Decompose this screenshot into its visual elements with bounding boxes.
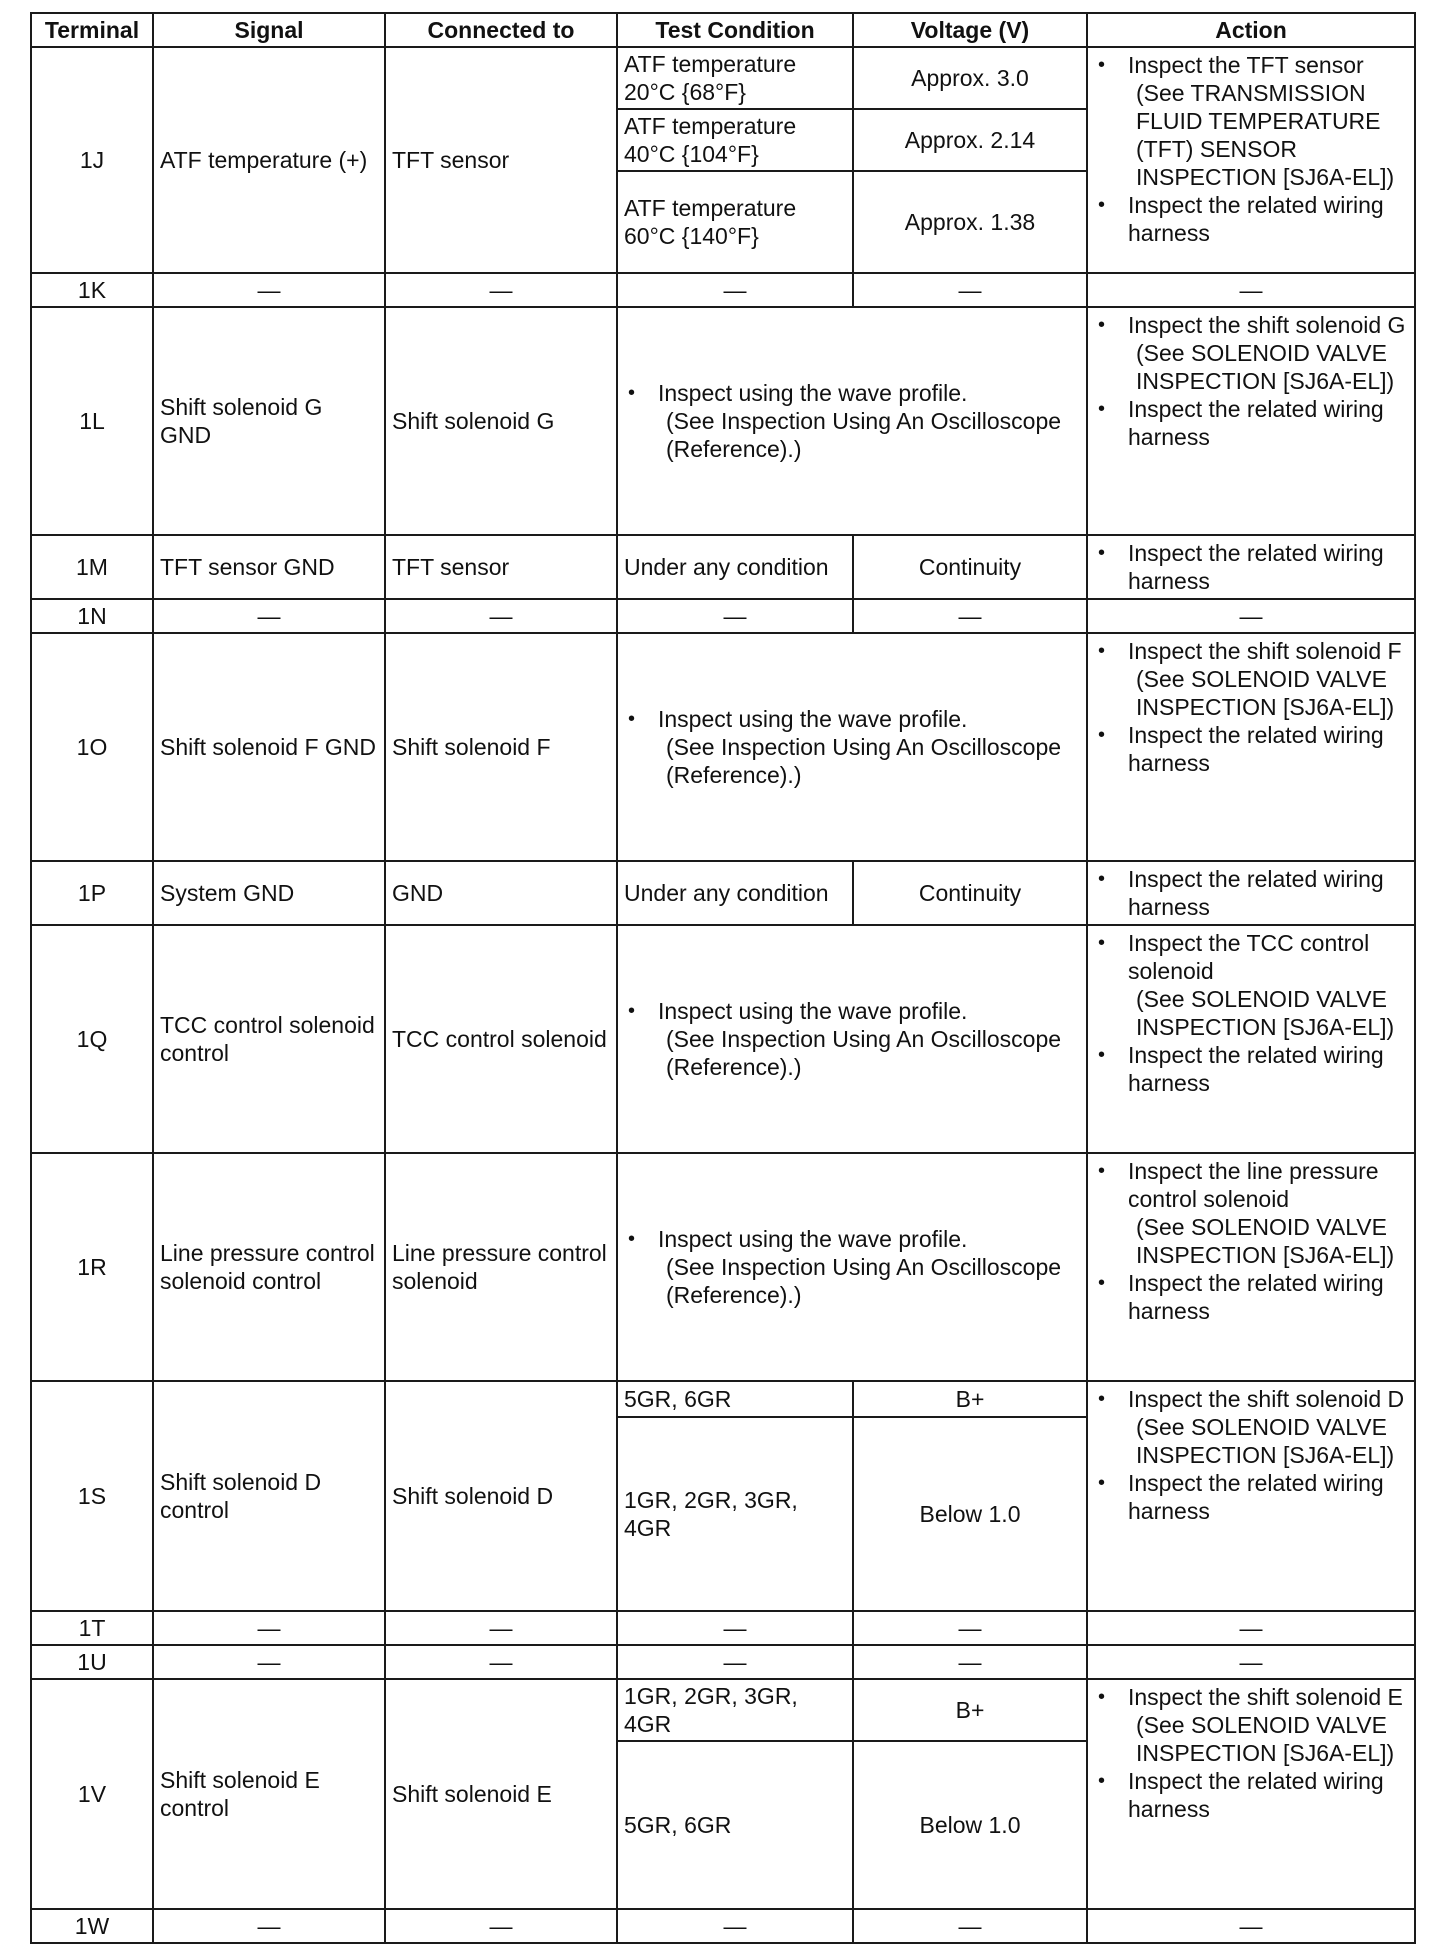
dash-cell: —	[853, 1645, 1087, 1679]
table-row	[31, 925, 1415, 1153]
bullet-icon: •	[1098, 1686, 1106, 1708]
action-text: Inspect the shift solenoid D	[1128, 1386, 1405, 1412]
bullet-icon: •	[1098, 314, 1106, 336]
connected-cell: Shift solenoid E	[385, 1679, 617, 1909]
dash-cell: —	[617, 599, 853, 633]
dash-cell: —	[385, 1909, 617, 1943]
bullet-icon: •	[1098, 1044, 1106, 1066]
action-text: Inspect the shift solenoid E	[1128, 1684, 1403, 1710]
dash-cell: —	[617, 1909, 853, 1943]
bullet-icon: •	[1098, 932, 1106, 954]
wave-reference: (See Inspection Using An Oscilloscope (Reference).)	[666, 1254, 1062, 1308]
connected-cell: Shift solenoid F	[385, 633, 617, 861]
action-cell	[1087, 1153, 1415, 1381]
bullet-icon: •	[1098, 1160, 1106, 1182]
condition-cell: 1GR, 2GR, 3GR, 4GR	[617, 1417, 853, 1611]
action-cell	[1087, 535, 1415, 599]
bullet-icon: •	[1098, 1272, 1106, 1294]
voltage-cell: Below 1.0	[853, 1741, 1087, 1909]
action-cell	[1087, 1381, 1415, 1611]
dash-cell: —	[1087, 273, 1415, 307]
bullet-icon: •	[1098, 868, 1106, 890]
signal-cell: TFT sensor GND	[153, 535, 385, 599]
signal-cell: TCC control solenoid control	[153, 925, 385, 1153]
terminal-cell: 1K	[31, 273, 153, 307]
dash-cell: —	[385, 1611, 617, 1645]
condition-cell: ATF temperature 60°C {140°F}	[617, 171, 853, 273]
wave-profile-cell	[617, 925, 1087, 1153]
action-text: Inspect the shift solenoid F	[1128, 638, 1402, 664]
action-text: Inspect the related wiring harness	[1128, 1270, 1384, 1324]
dash-cell: —	[385, 273, 617, 307]
dash-cell: —	[1087, 1611, 1415, 1645]
condition-cell: Under any condition	[617, 535, 853, 599]
terminal-cell: 1R	[31, 1153, 153, 1381]
action-text: Inspect the TCC control solenoid	[1128, 930, 1370, 984]
table-row	[31, 861, 1415, 925]
action-text: Inspect the line pressure control solenoid	[1128, 1158, 1379, 1212]
dash-cell: —	[153, 599, 385, 633]
connected-cell: TCC control solenoid	[385, 925, 617, 1153]
terminal-cell: 1T	[31, 1611, 153, 1645]
action-text: Inspect the related wiring harness	[1128, 192, 1384, 246]
voltage-cell: B+	[853, 1679, 1087, 1741]
terminal-cell: 1S	[31, 1381, 153, 1611]
dash-cell: —	[385, 599, 617, 633]
table-row	[31, 535, 1415, 599]
bullet-icon: •	[1098, 640, 1106, 662]
header-signal: Signal	[153, 13, 385, 47]
bullet-icon: •	[628, 708, 636, 730]
terminal-cell: 1P	[31, 861, 153, 925]
action-reference: (See SOLENOID VALVE INSPECTION [SJ6A-EL])	[1136, 666, 1395, 720]
action-cell	[1087, 925, 1415, 1153]
dash-cell: —	[853, 599, 1087, 633]
terminal-cell: 1W	[31, 1909, 153, 1943]
wave-profile-cell	[617, 307, 1087, 535]
bullet-icon: •	[1098, 54, 1106, 76]
dash-cell: —	[153, 1645, 385, 1679]
header-row	[31, 13, 1415, 47]
voltage-cell: Below 1.0	[853, 1417, 1087, 1611]
voltage-cell: Approx. 3.0	[853, 47, 1087, 109]
header-test-condition: Test Condition	[617, 13, 853, 47]
bullet-icon: •	[1098, 1472, 1106, 1494]
bullet-icon: •	[628, 382, 636, 404]
condition-cell: 5GR, 6GR	[617, 1381, 853, 1417]
dash-cell: —	[385, 1645, 617, 1679]
connected-cell: TFT sensor	[385, 47, 617, 273]
signal-cell: Shift solenoid E control	[153, 1679, 385, 1909]
dash-cell: —	[853, 1909, 1087, 1943]
header-connected-to: Connected to	[385, 13, 617, 47]
action-cell	[1087, 47, 1415, 273]
header-terminal: Terminal	[31, 13, 153, 47]
bullet-icon: •	[1098, 724, 1106, 746]
action-reference: (See SOLENOID VALVE INSPECTION [SJ6A-EL])	[1136, 1414, 1395, 1468]
terminal-cell: 1M	[31, 535, 153, 599]
dash-cell: —	[1087, 1645, 1415, 1679]
connected-cell: TFT sensor	[385, 535, 617, 599]
terminal-cell: 1U	[31, 1645, 153, 1679]
action-cell	[1087, 861, 1415, 925]
connected-cell: Shift solenoid G	[385, 307, 617, 535]
signal-cell: Line pressure control solenoid control	[153, 1153, 385, 1381]
action-text: Inspect the related wiring harness	[1128, 1768, 1384, 1822]
action-reference: (See SOLENOID VALVE INSPECTION [SJ6A-EL])	[1136, 1712, 1395, 1766]
action-reference: (See SOLENOID VALVE INSPECTION [SJ6A-EL])	[1136, 340, 1395, 394]
wave-reference: (See Inspection Using An Oscilloscope (Reference).)	[666, 734, 1062, 788]
bullet-icon: •	[1098, 1388, 1106, 1410]
signal-cell: Shift solenoid D control	[153, 1381, 385, 1611]
connected-cell: GND	[385, 861, 617, 925]
bullet-icon: •	[628, 1000, 636, 1022]
signal-cell: System GND	[153, 861, 385, 925]
table-row	[31, 633, 1415, 861]
bullet-icon: •	[1098, 194, 1106, 216]
table-row	[31, 1153, 1415, 1381]
table-row	[31, 1611, 1415, 1645]
table-row	[31, 273, 1415, 307]
table-row	[31, 599, 1415, 633]
voltage-cell: Continuity	[853, 535, 1087, 599]
condition-cell: 5GR, 6GR	[617, 1741, 853, 1909]
dash-cell: —	[153, 1909, 385, 1943]
voltage-cell: Approx. 1.38	[853, 171, 1087, 273]
table-row	[31, 1381, 1415, 1417]
connected-cell: Line pressure control solenoid	[385, 1153, 617, 1381]
dash-cell: —	[1087, 1909, 1415, 1943]
action-text: Inspect the related wiring harness	[1128, 1042, 1384, 1096]
signal-cell: Shift solenoid F GND	[153, 633, 385, 861]
signal-cell: ATF temperature (+)	[153, 47, 385, 273]
connected-cell: Shift solenoid D	[385, 1381, 617, 1611]
table-row	[31, 47, 1415, 109]
terminal-cell: 1L	[31, 307, 153, 535]
action-cell	[1087, 633, 1415, 861]
terminal-cell: 1Q	[31, 925, 153, 1153]
terminal-voltage-table	[30, 12, 1416, 1944]
wave-text: Inspect using the wave profile.	[658, 380, 968, 406]
dash-cell: —	[853, 273, 1087, 307]
wave-profile-cell	[617, 1153, 1087, 1381]
action-text: Inspect the related wiring harness	[1128, 722, 1384, 776]
action-reference: (See SOLENOID VALVE INSPECTION [SJ6A-EL])	[1136, 1214, 1395, 1268]
table-row	[31, 1679, 1415, 1741]
action-text: Inspect the shift solenoid G	[1128, 312, 1406, 338]
voltage-cell: Continuity	[853, 861, 1087, 925]
action-reference: (See SOLENOID VALVE INSPECTION [SJ6A-EL])	[1136, 986, 1395, 1040]
wave-text: Inspect using the wave profile.	[658, 706, 968, 732]
terminal-cell: 1O	[31, 633, 153, 861]
header-action: Action	[1087, 13, 1415, 47]
action-reference: (See TRANSMISSION FLUID TEMPERATURE (TFT) SENSOR INSPECTION [SJ6A-EL])	[1136, 80, 1395, 190]
voltage-cell: B+	[853, 1381, 1087, 1417]
dash-cell: —	[153, 1611, 385, 1645]
dash-cell: —	[153, 273, 385, 307]
wave-text: Inspect using the wave profile.	[658, 1226, 968, 1252]
condition-cell: Under any condition	[617, 861, 853, 925]
action-text: Inspect the related wiring harness	[1128, 1470, 1384, 1524]
action-text: Inspect the TFT sensor	[1128, 52, 1364, 78]
dash-cell: —	[853, 1611, 1087, 1645]
terminal-cell: 1V	[31, 1679, 153, 1909]
dash-cell: —	[617, 1611, 853, 1645]
bullet-icon: •	[1098, 1770, 1106, 1792]
action-text: Inspect the related wiring harness	[1128, 866, 1384, 920]
table-row	[31, 1909, 1415, 1943]
wave-profile-cell	[617, 633, 1087, 861]
action-text: Inspect the related wiring harness	[1128, 396, 1384, 450]
condition-cell: 1GR, 2GR, 3GR, 4GR	[617, 1679, 853, 1741]
action-cell	[1087, 307, 1415, 535]
terminal-cell: 1N	[31, 599, 153, 633]
table-row	[31, 1645, 1415, 1679]
condition-cell: ATF temperature 40°C {104°F}	[617, 109, 853, 171]
dash-cell: —	[617, 273, 853, 307]
wave-text: Inspect using the wave profile.	[658, 998, 968, 1024]
terminal-table-sheet	[30, 12, 1416, 1944]
action-cell	[1087, 1679, 1415, 1909]
table-row	[31, 307, 1415, 535]
bullet-icon: •	[1098, 542, 1106, 564]
terminal-cell: 1J	[31, 47, 153, 273]
dash-cell: —	[617, 1645, 853, 1679]
wave-reference: (See Inspection Using An Oscilloscope (Reference).)	[666, 1026, 1062, 1080]
header-voltage: Voltage (V)	[853, 13, 1087, 47]
voltage-cell: Approx. 2.14	[853, 109, 1087, 171]
bullet-icon: •	[628, 1228, 636, 1250]
signal-cell: Shift solenoid G GND	[153, 307, 385, 535]
action-text: Inspect the related wiring harness	[1128, 540, 1384, 594]
wave-reference: (See Inspection Using An Oscilloscope (Reference).)	[666, 408, 1062, 462]
condition-cell: ATF temperature 20°C {68°F}	[617, 47, 853, 109]
bullet-icon: •	[1098, 398, 1106, 420]
dash-cell: —	[1087, 599, 1415, 633]
